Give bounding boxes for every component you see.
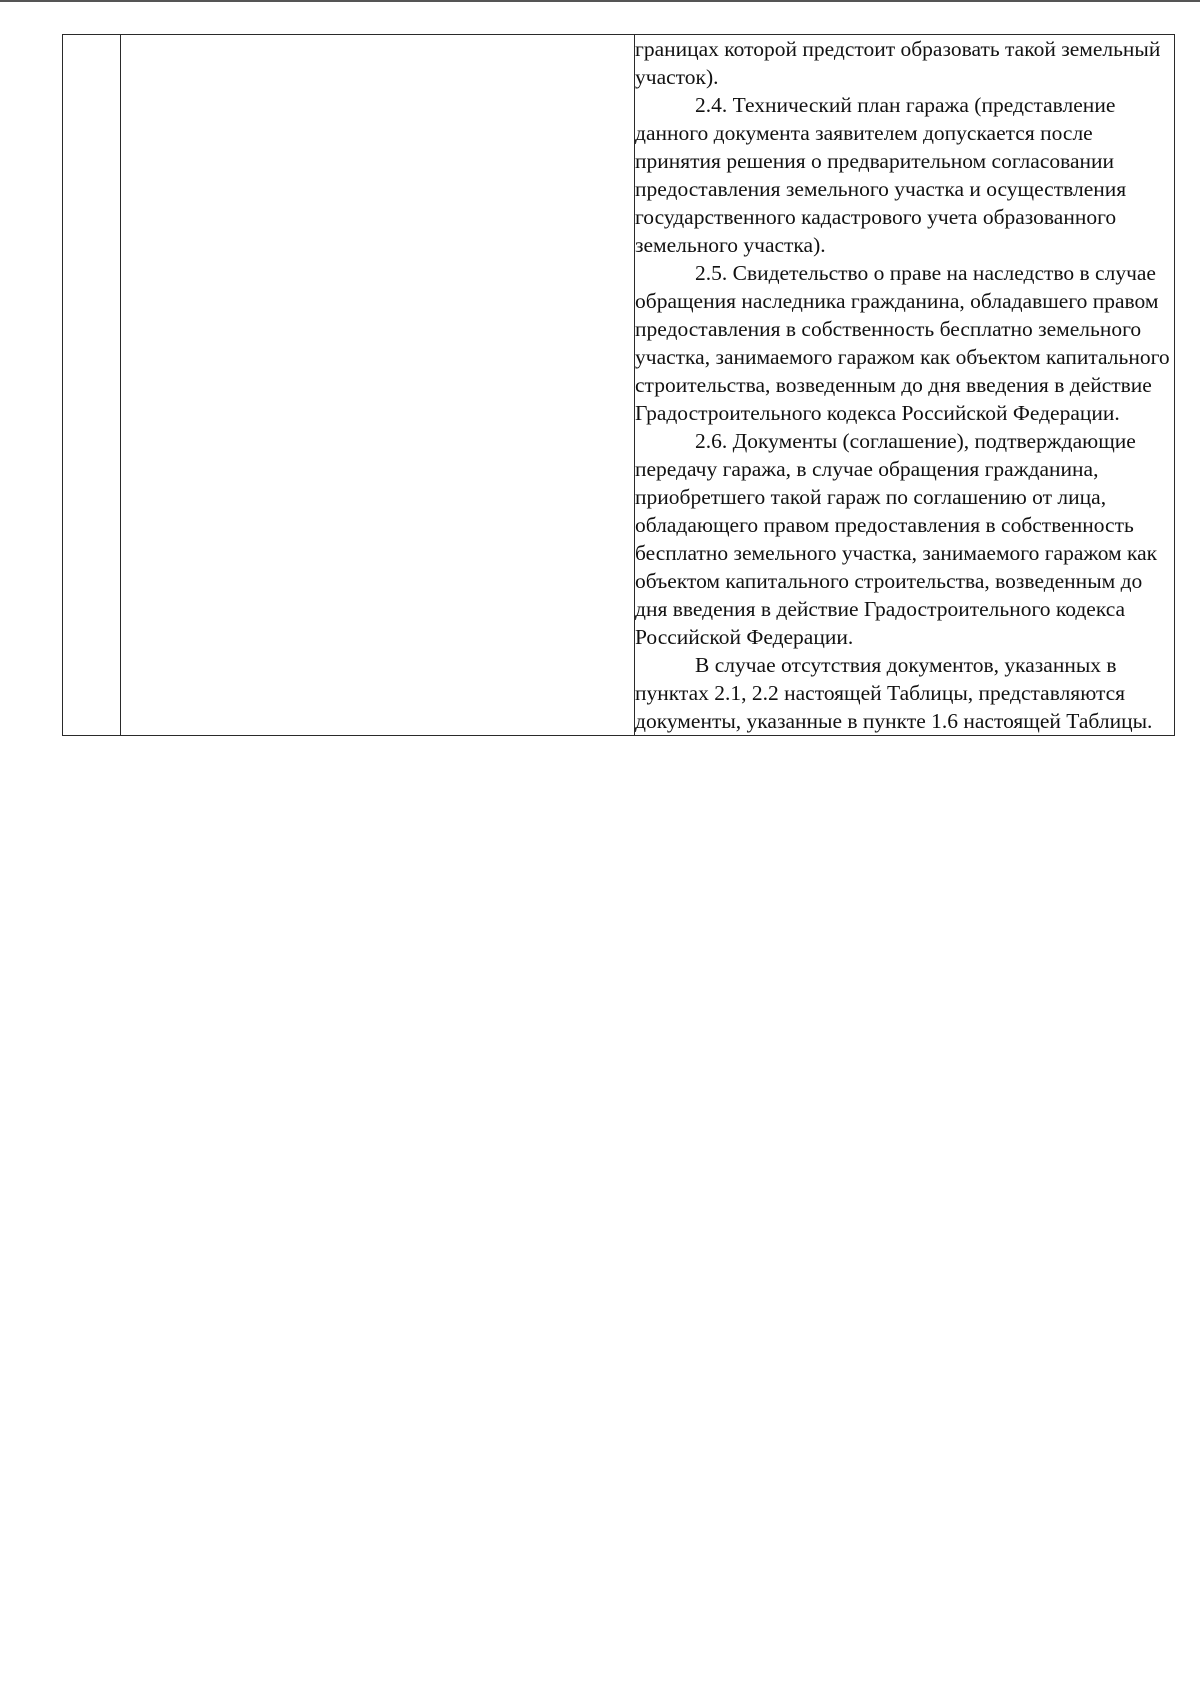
documents-cell xyxy=(635,35,1175,736)
paragraph-2-6: 2.6. Документы (соглашение), подтверждающие передачу гаража, в случае обращения гражданина, приобретшего такой гараж по соглашению от лица, обладающего правом предоставления в собственность бесплатно земельного участка, занимаемого гаражом как объектом капитального строительства, возведенным до дня введения в действие Градостроительного кодекса Российской Федерации. xyxy=(635,429,1158,649)
paragraph-2-4: 2.4. Технический план гаража (представление данного документа заявителем допускается после принятия решения о предварительном согласовании предоставления земельного участка и осуществления государственного кадастрового учета образованного земельного участка). xyxy=(635,93,1127,257)
document-table xyxy=(62,34,1175,736)
paragraph-2-5: 2.5. Свидетельство о праве на наследство в случае обращения наследника гражданина, обладавшего правом предоставления в собственность бесплатно земельного участка, занимаемого гаражом как объектом капитального строительства, возведенным до дня введения в действие Градостроительного кодекса Российской Федерации. xyxy=(635,261,1170,425)
page-top-edge xyxy=(0,0,1200,2)
table-row xyxy=(63,35,1175,736)
paragraph-continued: границах которой предстоит образовать такой земельный участок). xyxy=(635,37,1161,89)
name-cell xyxy=(121,35,635,736)
paragraph-note: В случае отсутствия документов, указанных в пунктах 2.1, 2.2 настоящей Таблицы, представляются документы, указанные в пункте 1.6 настоящей Таблицы. xyxy=(635,653,1153,733)
number-cell xyxy=(63,35,121,736)
